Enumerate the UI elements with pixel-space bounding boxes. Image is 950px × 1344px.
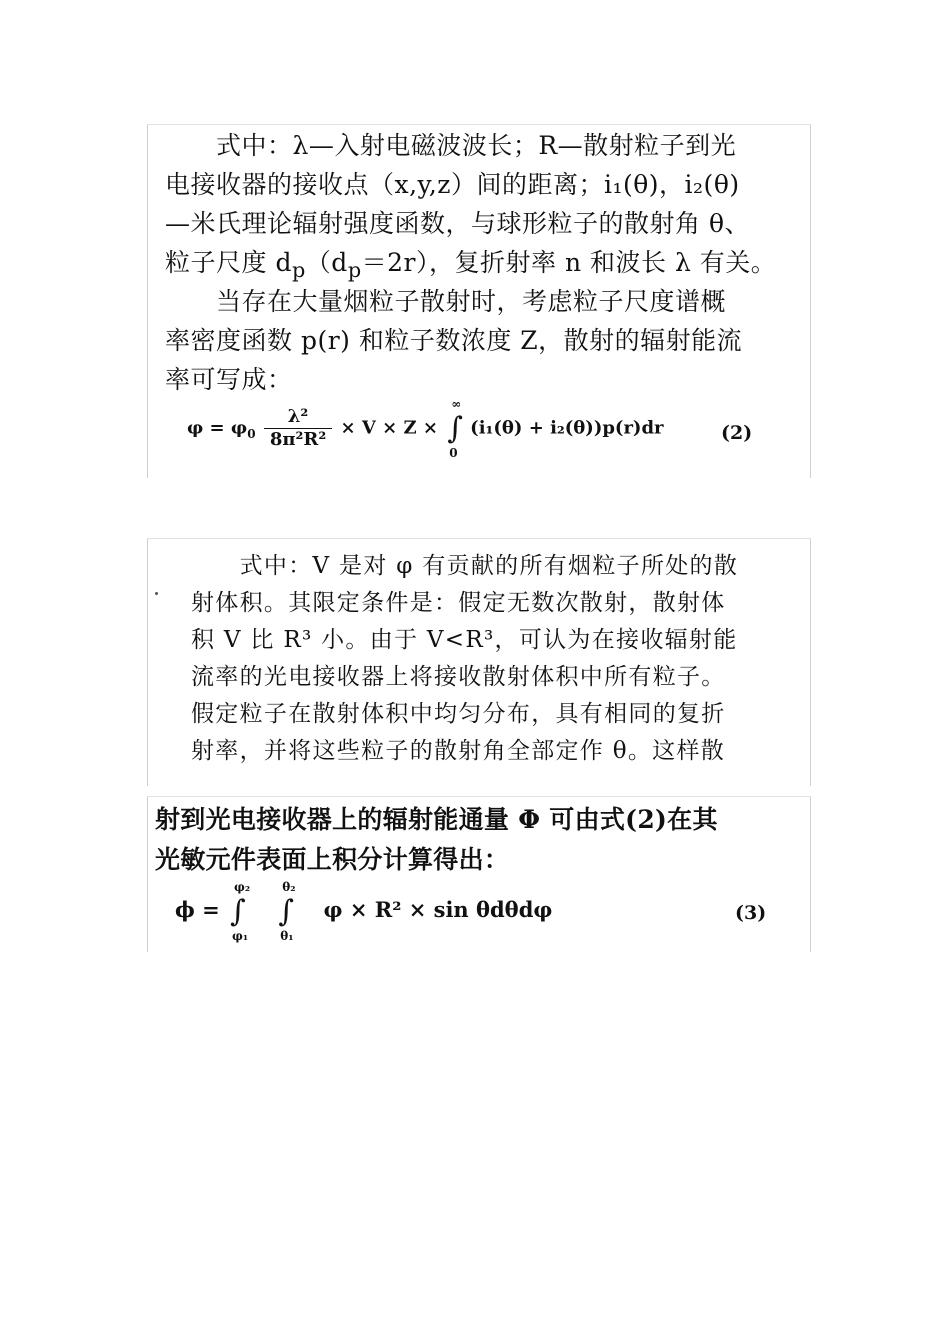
paragraph-line: —米氏理论辐射强度函数，与球形粒子的散射角 θ、 <box>165 209 750 238</box>
text-block-1 <box>147 124 811 478</box>
equation-2: $\varphi = \varphi_0$ $\frac{\text{λ²}}{\text{8π²R²}}$ × V × Z × ∫ ∞ 0 (i₁(θ) + i₂(θ))p(r)dr <box>187 397 664 460</box>
equation-number: (3) <box>735 902 767 924</box>
paragraph-line: 假定粒子在散射体积中均匀分布，具有相同的复折 <box>191 701 726 727</box>
paragraph-line: 射体积。其限定条件是：假定无数次散射，散射体 <box>191 590 726 616</box>
paragraph-line: 率可写成： <box>165 365 293 394</box>
integral-sign: ∫ φ₂ φ₁ <box>230 880 251 943</box>
paragraph-line: 射到光电接收器上的辐射能通量 Φ 可由式(2)在其 <box>155 805 718 834</box>
fraction: $\frac{\text{λ²}}{\text{8π²R²}}$ <box>264 406 332 451</box>
paragraph-line: 率密度函数 p(r) 和粒子数浓度 Z，散射的辐射能流 <box>165 326 743 355</box>
integral-sign: ∫ θ₂ θ₁ <box>278 880 296 943</box>
text-block-2 <box>147 538 811 786</box>
paragraph-line: 流率的光电接收器上将接收散射体积中所有粒子。 <box>191 664 726 690</box>
equation-3: ϕ = ∫ φ₂ φ₁ ∫ θ₂ θ₁ φ × R² × sin θdθdφ <box>175 880 553 943</box>
paragraph-line: 当存在大量烟粒子散射时，考虑粒子尺度谱概 <box>165 287 727 316</box>
paragraph-line: 射率，并将这些粒子的散射角全部定作 θ。这样散 <box>191 738 726 764</box>
integral-sign: ∫ ∞ 0 <box>447 397 463 460</box>
equation-number: (2) <box>721 422 753 444</box>
paragraph-line: 积 V 比 R³ 小。由于 V<R³，可认为在接收辐射能 <box>191 627 738 653</box>
paragraph-line: 电接收器的接收点（x,y,z）间的距离；i₁(θ)，i₂(θ) <box>165 170 740 199</box>
paragraph-line: 粒子尺度 $d_p(d_p=2r)$，复折射率 n 和波长 λ 有关。 <box>165 248 777 282</box>
paragraph-line: 光敏元件表面上积分计算得出： <box>155 845 510 874</box>
text-block-3 <box>147 796 811 952</box>
paragraph-line: 式中：V 是对 φ 有贡献的所有烟粒子所处的散 <box>191 553 739 579</box>
scan-speck <box>155 592 158 595</box>
paragraph-line: 式中：λ—入射电磁波波长；R—散射粒子到光 <box>165 131 737 160</box>
